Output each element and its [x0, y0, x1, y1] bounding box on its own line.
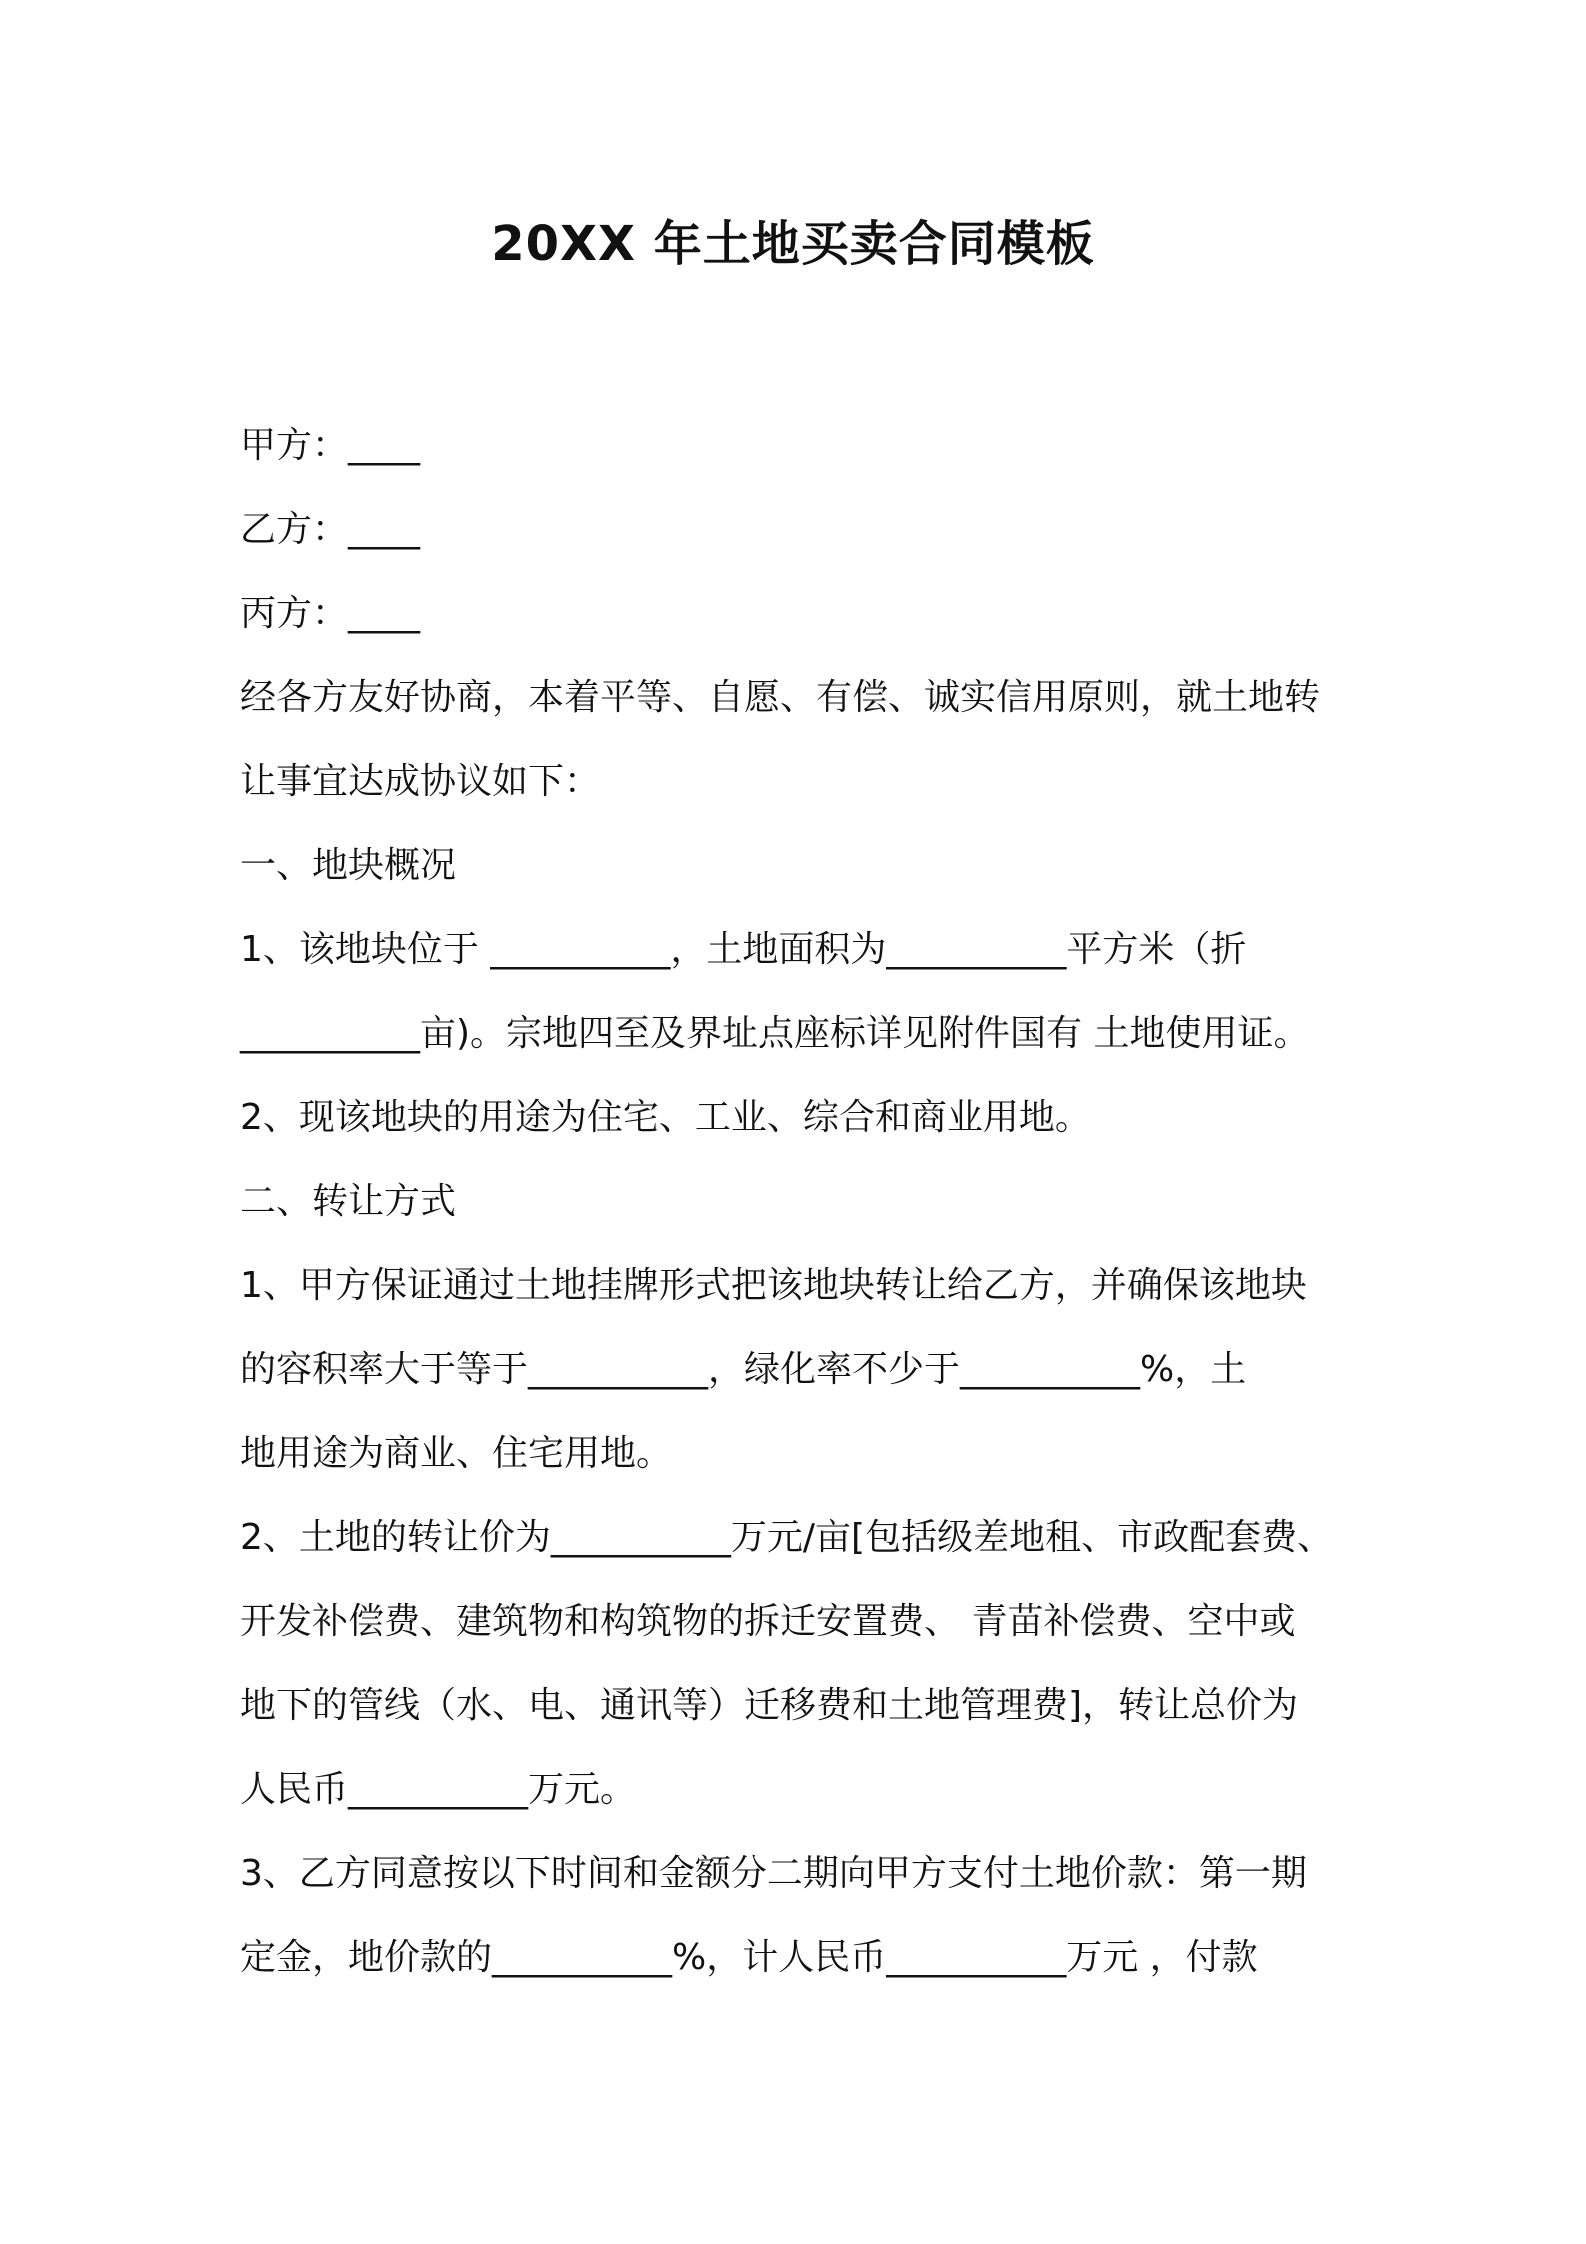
- section-heading-1: 一、地块概况: [240, 845, 457, 886]
- clause-2-1-line-2: 的容积率大于等于__________，绿化率不少于__________%，土: [240, 1349, 1247, 1390]
- party-a-line: 甲方：____: [240, 425, 421, 466]
- clause-1-1-line-1: 1、该地块位于 __________，土地面积为__________平方米（折: [240, 929, 1247, 970]
- clause-1-1-line-2: __________亩)。宗地四至及界址点座标详见附件国有 土地使用证。: [240, 1013, 1310, 1054]
- clause-2-2-line-2: 开发补偿费、建筑物和构筑物的拆迁安置费、 青苗补偿费、空中或: [240, 1601, 1296, 1642]
- clause-2-2-line-1: 2、土地的转让价为__________万元/亩[包括级差地租、市政配套费、: [240, 1517, 1334, 1558]
- preamble-line-1: 经各方友好协商，本着平等、自愿、有偿、诚实信用原则，就土地转: [240, 677, 1321, 718]
- clause-2-2-line-3: 地下的管线（水、电、通讯等）迁移费和土地管理费]，转让总价为: [240, 1685, 1299, 1726]
- party-c-line: 丙方：____: [240, 593, 421, 634]
- clause-2-1-line-3: 地用途为商业、住宅用地。: [240, 1433, 673, 1474]
- document-title: 20XX 年土地买卖合同模板: [491, 216, 1095, 272]
- document-body: [240, 404, 1380, 2000]
- preamble-line-2: 让事宜达成协议如下：: [240, 761, 601, 802]
- clause-2-1-line-1: 1、甲方保证通过土地挂牌形式把该地块转让给乙方，并确保该地块: [240, 1265, 1307, 1306]
- clause-1-2-line-1: 2、现该地块的用途为住宅、工业、综合和商业用地。: [240, 1097, 1091, 1138]
- clause-2-2-line-4: 人民币__________万元。: [240, 1769, 637, 1810]
- clause-2-3-line-2: 定金，地价款的__________%，计人民币__________万元 ，付款: [240, 1937, 1258, 1978]
- party-b-line: 乙方：____: [240, 509, 421, 550]
- section-heading-2: 二、转让方式: [240, 1181, 457, 1222]
- clause-2-3-line-1: 3、乙方同意按以下时间和金额分二期向甲方支付土地价款：第一期: [240, 1853, 1307, 1894]
